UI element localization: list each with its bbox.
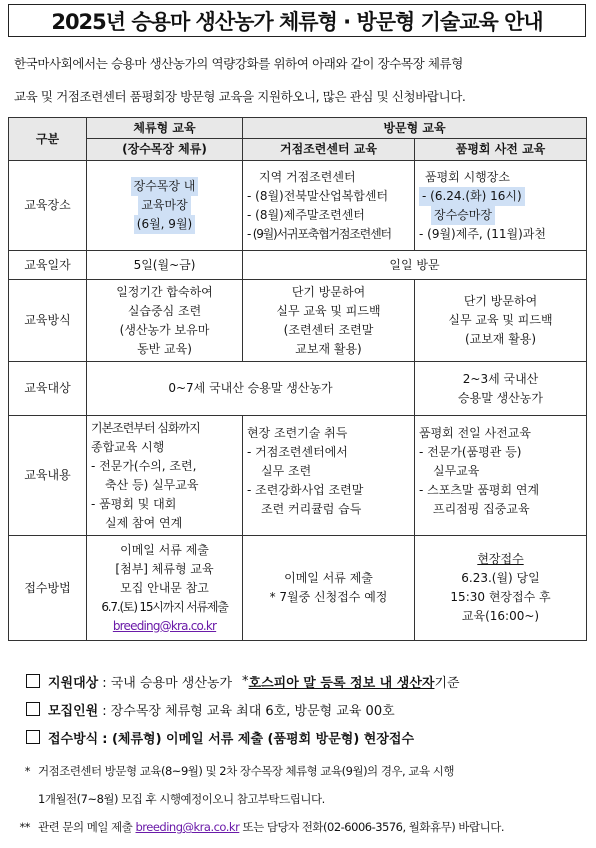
header-stay: 체류형 교육 <box>87 118 243 139</box>
row-label-content: 교육내용 <box>9 416 87 536</box>
footnote-1-line1: 거점조련센터 방문형 교육(8~9월) 및 2차 장수목장 체류형 교육(9월)의 경우, 교육 시행 <box>38 764 454 778</box>
apply-show-line: 현장접수 <box>477 552 524 566</box>
place-stay-line: (6월, 9월) <box>134 215 195 234</box>
support-value: : 국내 승용마 생산농가 <box>102 675 233 691</box>
header-visit-center: 거점조련센터 교육 <box>243 139 415 161</box>
method-row <box>8 723 590 751</box>
method-stay-line: (생산농가 보유마 <box>119 322 210 337</box>
row-label-target: 교육대상 <box>9 362 87 416</box>
target-main: 0~7세 국내산 승용말 생산농가 <box>87 362 415 416</box>
checkbox-icon <box>26 730 40 744</box>
apply-stay-line: 이메일 서류 제출 <box>120 542 209 557</box>
content-stay-line: - 품평회 및 대회 <box>91 496 177 511</box>
content-show-line: - 전문가(품평관 등) <box>419 445 522 459</box>
method-stay <box>87 280 243 362</box>
support-key: 지원대상 <box>48 675 99 691</box>
target-show-line: 2~3세 국내산 <box>462 371 539 386</box>
target-show <box>415 362 587 416</box>
row-label-apply: 접수방법 <box>9 536 87 641</box>
recruit-key: 모집인원 <box>48 703 99 719</box>
content-stay-line: 기본조련부터 심화까지 <box>91 420 200 435</box>
content-center-line: - 조련강화사업 조련말 <box>247 483 364 497</box>
apply-stay-line: 6.7.(토) 15시까지 서류제출 <box>101 599 228 614</box>
place-center-line: 지역 거점조련센터 <box>259 169 356 184</box>
method-show-line: 단기 방문하여 <box>463 294 538 308</box>
method-show <box>415 280 587 362</box>
header-visit: 방문형 교육 <box>243 118 587 139</box>
content-stay-line: 축산 등) 실무교육 <box>105 477 199 492</box>
title-box <box>8 4 586 37</box>
days-visit: 일일 방문 <box>243 251 587 280</box>
method-stay-line: 실습중심 조련 <box>127 303 202 318</box>
content-stay-line: - 전문가(수의, 조련, <box>91 458 197 473</box>
content-stay-line: 실제 참여 연계 <box>105 515 183 530</box>
checkbox-icon <box>26 674 40 688</box>
place-center-line: - (9월)서귀포축협거점조련센터 <box>247 226 391 241</box>
apply-stay-line: 모집 안내문 참고 <box>120 580 209 595</box>
place-center <box>243 161 415 251</box>
content-center-line: 현장 조련기술 취득 <box>247 426 348 440</box>
row-label-method: 교육방식 <box>9 280 87 362</box>
place-show-line: 품평회 시행장소 <box>425 169 510 184</box>
header-visit-show: 품평회 사전 교육 <box>415 139 587 161</box>
recruit-value: : 장수목장 체류형 교육 최대 6호, 방문형 교육 00호 <box>102 703 395 719</box>
content-center-line: 조련 커리큘럼 습득 <box>261 502 362 516</box>
place-stay <box>87 161 243 251</box>
method-show-line: (교보재 활용) <box>464 332 537 346</box>
notes <box>8 667 590 841</box>
header-stay-sub: (장수목장 체류) <box>87 139 243 161</box>
footnote-1-line2: 1개월전(7~8월) 모집 후 시행예정이오니 참고부탁드립니다. <box>38 792 325 806</box>
apply-show <box>415 536 587 641</box>
support-extra-underline: 호스피아 말 등록 정보 내 생산자 <box>248 675 435 691</box>
intro-text <box>8 47 588 113</box>
content-center-line: 실무 조련 <box>261 464 312 478</box>
footnote-mark: ** <box>19 820 30 834</box>
page-title: 2025년 승용마 생산농가 체류형 · 방문형 기술교육 안내 <box>51 9 543 34</box>
apply-stay <box>87 536 243 641</box>
days-stay: 5일(월~금) <box>87 251 243 280</box>
method-center <box>243 280 415 362</box>
method-center-line: 단기 방문하여 <box>291 284 366 299</box>
place-stay-line: 장수목장 내 <box>131 177 199 196</box>
apply-show-line: 15:30 현장접수 후 <box>450 590 551 604</box>
content-stay <box>87 416 243 536</box>
place-show-line: - (9월)제주, (11월)과천 <box>419 226 546 241</box>
content-show-line: 실무교육 <box>433 464 480 478</box>
place-show <box>415 161 587 251</box>
row-label-place: 교육장소 <box>9 161 87 251</box>
support-extra-suffix: 기준 <box>434 675 460 691</box>
apply-stay-line: [첨부] 체류형 교육 <box>115 561 214 576</box>
support-extra-prefix: * <box>242 673 249 689</box>
education-table <box>8 117 587 641</box>
checkbox-icon <box>26 702 40 716</box>
place-show-line: 장수승마장 <box>431 206 495 225</box>
footnote-2-prefix: 관련 문의 메일 제출 <box>38 820 136 834</box>
place-center-line: - (8월)전북말산업복합센터 <box>247 188 389 203</box>
content-show-line: 품평회 전일 사전교육 <box>419 426 531 440</box>
content-center <box>243 416 415 536</box>
method-value: : (체류형) 이메일 서류 제출 (품평회 방문형) 현장접수 <box>102 731 415 747</box>
method-stay-line: 일정기간 합숙하여 <box>116 284 213 299</box>
row-label-days: 교육일자 <box>9 251 87 280</box>
method-stay-line: 동반 교육) <box>137 341 192 356</box>
header-category: 구분 <box>9 118 87 161</box>
place-show-line: - (6.24.(화) 16시) <box>419 187 525 206</box>
recruit-row <box>8 695 590 723</box>
method-center-line: 실무 교육 및 피드백 <box>276 303 381 318</box>
apply-center-line: * 7월중 신청접수 예정 <box>269 590 388 604</box>
email-link[interactable]: breeding@kra.co.kr <box>112 618 217 633</box>
method-show-line: 실무 교육 및 피드백 <box>448 313 553 327</box>
apply-show-line: 교육(16:00~) <box>461 609 540 623</box>
method-center-line: 교보재 활용) <box>295 341 362 356</box>
support-row <box>8 667 590 695</box>
place-center-line: - (8월)제주말조련센터 <box>247 207 365 222</box>
apply-center-line: 이메일 서류 제출 <box>284 571 373 585</box>
content-center-line: - 거점조련센터에서 <box>247 445 348 459</box>
intro-line: 교육 및 거점조련센터 품평회장 방문형 교육을 지원하오니, 많은 관심 및 신청바랍니다. <box>14 89 466 104</box>
method-center-line: (조련센터 조련말 <box>283 322 374 337</box>
content-show-line: 프리점핑 집중교육 <box>433 502 530 516</box>
footnote-mark: * <box>24 764 30 778</box>
content-stay-line: 종합교육 시행 <box>91 439 165 454</box>
content-show-line: - 스포츠말 품평회 연계 <box>419 483 540 497</box>
apply-center <box>243 536 415 641</box>
place-stay-line: 교육마장 <box>138 196 190 215</box>
footnote-1 <box>8 757 590 813</box>
footnote-2-suffix: 또는 담당자 전화(02-6006-3576, 월화휴무) 바랍니다. <box>239 820 504 834</box>
target-show-line: 승용말 생산농가 <box>458 390 543 405</box>
footnote-2 <box>8 813 590 841</box>
content-show <box>415 416 587 536</box>
footnote-email-link[interactable]: breeding@kra.co.kr <box>135 820 240 834</box>
apply-show-line: 6.23.(월) 당일 <box>461 571 540 585</box>
intro-line: 한국마사회에서는 승용마 생산농가의 역량강화를 위하여 아래와 같이 장수목장 체류형 <box>14 56 463 71</box>
method-key: 접수방식 <box>48 731 99 747</box>
